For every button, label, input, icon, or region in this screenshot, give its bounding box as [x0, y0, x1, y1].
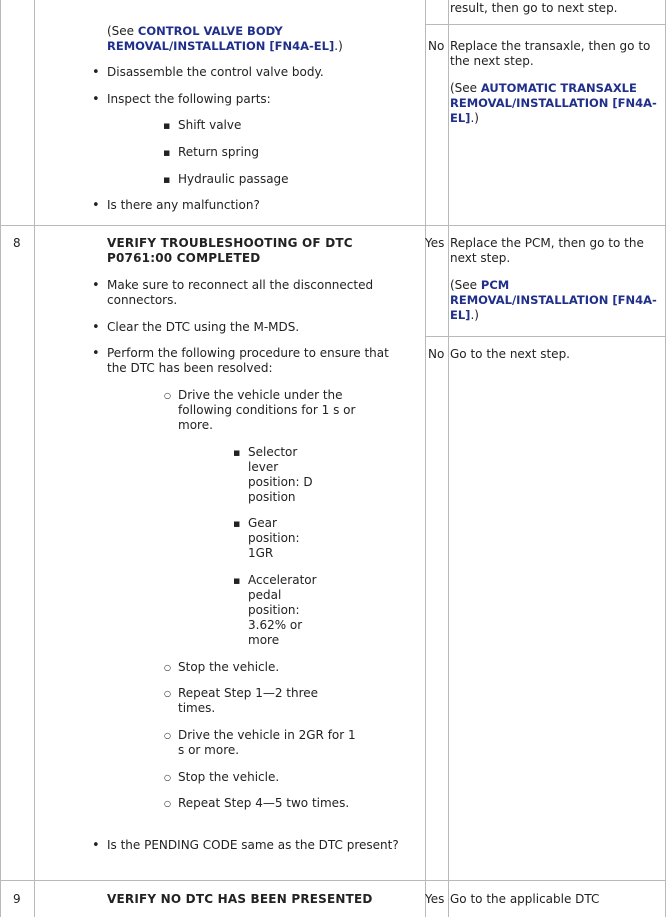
answer-no: No [428, 39, 445, 53]
procedure-item: ○ Repeat Step 1—2 three times. [178, 686, 358, 716]
column-divider-inspection [425, 0, 426, 917]
procedure-item: ○ Drive the vehicle in 2GR for 1 s or more. [178, 728, 358, 758]
row-divider [425, 336, 666, 337]
column-divider-step [34, 0, 35, 917]
list-item: • Inspect the following parts: [107, 92, 407, 107]
see-prefix: (See [450, 278, 481, 292]
result-action: Go to the applicable DTC [450, 892, 600, 906]
procedure-item: ○ Stop the vehicle. [178, 770, 358, 785]
row-divider [0, 880, 666, 881]
pcm-removal-link[interactable]: PCM REMOVAL/INSTALLATION [FN4A-EL] [450, 278, 657, 322]
procedure-item: ○ Drive the vehicle under the following conditions for 1 s or more. [178, 388, 358, 433]
procedure-item: ○ Stop the vehicle. [178, 660, 358, 675]
see-reference [450, 278, 660, 323]
see-prefix: (See [450, 81, 481, 95]
answer-yes: Yes [425, 892, 445, 906]
result-action: Go to the next step. [450, 347, 570, 361]
list-item: • Make sure to reconnect all the disconnected connectors. [107, 278, 407, 308]
row-divider [425, 24, 666, 25]
see-reference [450, 81, 660, 126]
step-title: VERIFY TROUBLESHOOTING OF DTC P0761:00 COMPLETED [107, 236, 353, 265]
see-suffix: .) [334, 39, 343, 53]
condition-item: ▪ Selector lever position: D position [248, 445, 328, 505]
column-divider-answer [448, 0, 449, 917]
result-action: Replace the PCM, then go to the next step. [450, 236, 644, 265]
table-border-left [0, 0, 1, 917]
list-item: • Disassemble the control valve body. [107, 65, 407, 80]
result-action: Replace the transaxle, then go to the next step. [450, 39, 651, 68]
table-border-right [665, 0, 666, 917]
row-divider [0, 225, 666, 226]
list-item: • Is there any malfunction? [107, 198, 407, 213]
part-item: ▪ Hydraulic passage [178, 172, 378, 187]
step-number: 9 [13, 892, 21, 906]
see-suffix: .) [470, 111, 479, 125]
see-suffix: .) [470, 308, 479, 322]
answer-yes: Yes [425, 236, 445, 250]
step-title: VERIFY NO DTC HAS BEEN PRESENTED [107, 892, 373, 906]
automatic-transaxle-link[interactable]: AUTOMATIC TRANSAXLE REMOVAL/INSTALLATION [FN4A-EL] [450, 81, 657, 125]
control-valve-body-link[interactable]: CONTROL VALVE BODY REMOVAL/INSTALLATION [FN4A-EL] [107, 24, 335, 53]
list-item: • Is the PENDING CODE same as the DTC present? [107, 838, 407, 853]
step-number: 8 [13, 236, 21, 250]
result-action: result, then go to next step. [450, 1, 618, 15]
condition-item: ▪ Gear position: 1GR [248, 516, 328, 561]
list-item: • Perform the following procedure to ensure that the DTC has been resolved: [107, 346, 407, 376]
see-reference [107, 24, 407, 54]
answer-no: No [428, 347, 445, 361]
procedure-item: ○ Repeat Step 4—5 two times. [178, 796, 358, 811]
see-prefix: (See [107, 24, 138, 38]
part-item: ▪ Return spring [178, 145, 378, 160]
part-item: ▪ Shift valve [178, 118, 378, 133]
list-item: • Clear the DTC using the M-MDS. [107, 320, 407, 335]
condition-item: ▪ Accelerator pedal position: 3.62% or more [248, 573, 328, 648]
